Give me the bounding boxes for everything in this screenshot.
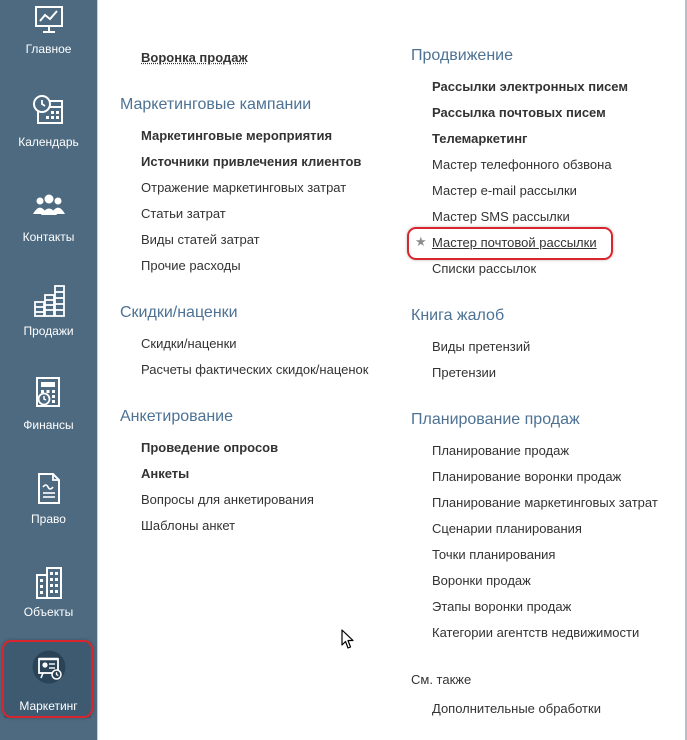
link-marketing-events[interactable]: Маркетинговые мероприятия — [141, 128, 333, 143]
sidebar-item-main[interactable] — [0, 4, 97, 94]
link-email-mailings[interactable]: Рассылки электронных писем — [432, 79, 628, 94]
link-planning-scenarios[interactable]: Сценарии планирования — [432, 521, 582, 536]
link-agency-categories[interactable]: Категории агентств недвижимости — [432, 625, 640, 640]
star-icon[interactable]: ★ — [415, 234, 427, 249]
link-claim-types[interactable]: Виды претензий — [432, 339, 531, 354]
sidebar-item-sales[interactable] — [0, 282, 97, 372]
coins-stack-icon — [32, 282, 66, 318]
mouse-cursor-icon — [341, 629, 355, 650]
link-telemarketing[interactable]: Телемаркетинг — [432, 131, 528, 146]
link-funnel-planning[interactable]: Планирование воронки продаж — [432, 469, 622, 484]
dashboard-chart-icon — [32, 4, 66, 36]
sidebar-item-contacts[interactable] — [0, 190, 97, 280]
link-questionnaires[interactable]: Анкеты — [141, 466, 190, 481]
sidebar-item-objects[interactable] — [0, 566, 97, 656]
link-sales-planning[interactable]: Планирование продаж — [432, 443, 570, 458]
link-marketing-cost-planning[interactable]: Планирование маркетинговых затрат — [432, 495, 658, 510]
link-cost-item-types[interactable]: Виды статей затрат — [141, 232, 260, 247]
sidebar-item-calendar[interactable] — [0, 94, 97, 184]
link-discount-calculations[interactable]: Расчеты фактических скидок/наценок — [141, 362, 369, 377]
sidebar-item-label: Маркетинг — [19, 699, 78, 713]
link-email-wizard[interactable]: Мастер e-mail рассылки — [432, 183, 577, 198]
link-additional-processing[interactable]: Дополнительные обработки — [432, 701, 601, 716]
sidebar-item-label: Главное — [25, 42, 72, 56]
link-planning-points[interactable]: Точки планирования — [432, 547, 556, 562]
link-cost-items[interactable]: Статьи затрат — [141, 206, 226, 221]
calculator-icon — [32, 376, 66, 410]
section-title-complaints: Книга жалоб — [411, 307, 505, 324]
sidebar — [0, 0, 97, 740]
section-title-discounts: Скидки/наценки — [120, 304, 238, 321]
sidebar-item-label: Объекты — [23, 605, 74, 619]
people-icon — [32, 190, 66, 220]
link-postal-mailings[interactable]: Рассылка почтовых писем — [432, 105, 606, 120]
sidebar-item-label: Календарь — [18, 135, 79, 149]
sidebar-item-label: Финансы — [23, 418, 74, 432]
link-sales-funnels[interactable]: Воронки продаж — [432, 573, 531, 588]
link-client-sources[interactable]: Источники привлечения клиентов — [141, 154, 362, 169]
sidebar-item-label: Продажи — [23, 324, 74, 338]
section-title-sales-planning: Планирование продаж — [411, 411, 580, 428]
section-title-marketing-campaigns: Маркетинговые кампании — [120, 96, 312, 113]
link-claims[interactable]: Претензии — [432, 365, 497, 380]
document-stamp-icon — [32, 472, 66, 506]
sidebar-item-label: Контакты — [22, 230, 75, 244]
link-postal-mailing-wizard[interactable]: Мастер почтовой рассылки — [432, 235, 597, 250]
main-content — [97, 0, 687, 740]
sidebar-item-finance[interactable] — [0, 376, 97, 466]
link-conduct-surveys[interactable]: Проведение опросов — [141, 440, 279, 455]
link-survey-questions[interactable]: Вопросы для анкетирования — [141, 492, 314, 507]
sidebar-item-label: Право — [31, 512, 66, 526]
sidebar-item-marketing[interactable] — [0, 650, 97, 740]
link-marketing-expenses[interactable]: Отражение маркетинговых затрат — [141, 180, 347, 195]
building-icon — [32, 566, 66, 600]
link-questionnaire-templates[interactable]: Шаблоны анкет — [141, 518, 236, 533]
link-phone-call-wizard[interactable]: Мастер телефонного обзвона — [432, 157, 612, 172]
sidebar-item-law[interactable] — [0, 472, 97, 562]
section-title-promotion: Продвижение — [411, 47, 513, 64]
section-title-surveys: Анкетирование — [120, 408, 234, 425]
link-sales-funnel[interactable]: Воронка продаж — [141, 50, 248, 65]
see-also-label: См. также — [411, 672, 472, 687]
link-funnel-stages[interactable]: Этапы воронки продаж — [432, 599, 572, 614]
presentation-board-icon — [32, 650, 66, 684]
link-sms-wizard[interactable]: Мастер SMS рассылки — [432, 209, 570, 224]
calendar-clock-icon — [32, 94, 66, 128]
link-mailing-lists[interactable]: Списки рассылок — [432, 261, 537, 276]
link-other-expenses[interactable]: Прочие расходы — [141, 258, 241, 273]
link-discounts[interactable]: Скидки/наценки — [141, 336, 237, 351]
